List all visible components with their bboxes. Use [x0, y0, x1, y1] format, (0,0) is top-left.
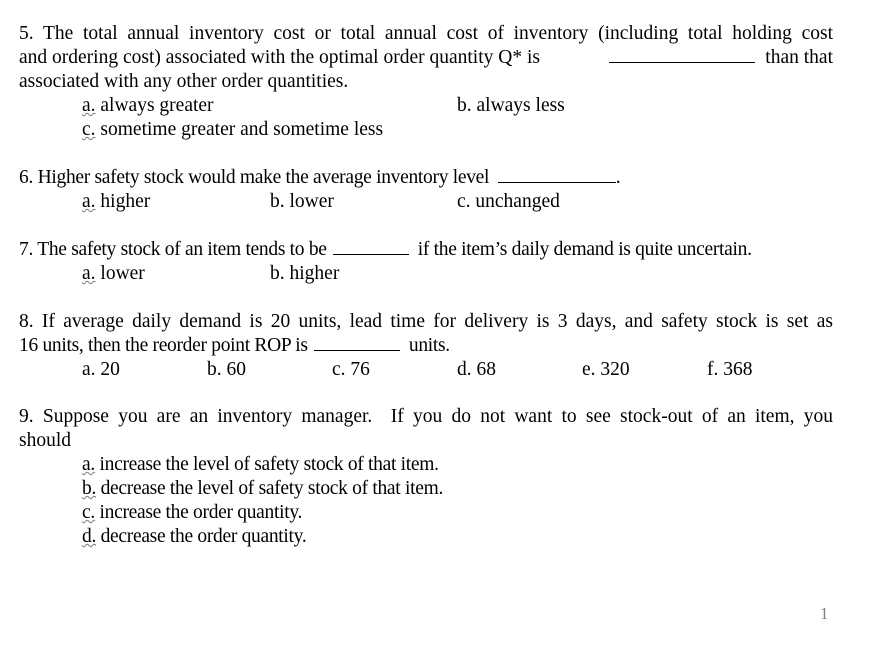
option-text: decrease the order quantity.	[100, 526, 307, 547]
question-5-line-3: associated with any other order quantities.	[19, 71, 349, 92]
option	[82, 525, 306, 549]
option-letter: c.	[457, 191, 471, 212]
answer-blank	[314, 334, 400, 351]
option	[582, 358, 630, 382]
option-letter: b.	[207, 359, 222, 380]
option	[82, 262, 145, 286]
option-letter: c.	[332, 359, 346, 380]
option-text: decrease the level of safety stock of that item.	[100, 478, 444, 499]
option-text: 76	[350, 359, 370, 380]
answer-blank	[609, 46, 755, 63]
option-text: lower	[100, 263, 145, 284]
option-letter: b.	[82, 478, 97, 499]
option	[270, 262, 339, 286]
option-text: always greater	[100, 95, 214, 116]
option	[82, 453, 439, 477]
option-letter: d.	[82, 526, 97, 547]
question-9-line-2: should	[19, 430, 72, 451]
question-7-line-1-tail: if the item’s daily demand is quite uncertain.	[417, 239, 752, 260]
question-7-line-1-text: 7. The safety stock of an item tends to be	[19, 239, 327, 260]
option	[457, 358, 496, 382]
question-8-line-2-tail: units.	[408, 335, 450, 356]
option-text: higher	[289, 263, 340, 284]
option-letter: b.	[270, 191, 285, 212]
question-7-line-1	[19, 238, 833, 262]
option	[457, 94, 565, 118]
option	[82, 477, 443, 501]
option	[82, 501, 302, 525]
question-5-line-2	[19, 46, 833, 70]
option-text: 20	[100, 359, 120, 380]
question-8-line-2	[19, 334, 833, 358]
option-text: unchanged	[475, 191, 560, 212]
question-6-line-1-text: 6. Higher safety stock would make the average inventory level	[19, 167, 490, 188]
option-text: increase the order quantity.	[99, 502, 303, 523]
option	[82, 118, 383, 142]
option-letter: a.	[82, 263, 96, 284]
option-letter: a.	[82, 359, 96, 380]
option-text: 320	[600, 359, 630, 380]
option-text: 60	[226, 359, 246, 380]
option	[82, 190, 150, 214]
option	[82, 358, 120, 382]
option-text: sometime greater and sometime less	[100, 119, 384, 140]
question-6-period: .	[615, 167, 621, 188]
option-letter: a.	[82, 191, 96, 212]
option-text: higher	[100, 191, 151, 212]
option	[207, 358, 246, 382]
option-text: lower	[289, 191, 334, 212]
question-5-line-2-tail: than that	[765, 47, 833, 68]
question-5-line-2-text: and ordering cost) associated with the optimal order quantity Q* is	[19, 47, 540, 68]
option	[82, 94, 214, 118]
option-text: 68	[476, 359, 496, 380]
question-8-line-2-text: 16 units, then the reorder point ROP is	[19, 335, 308, 356]
question-8-line-1: 8. If average daily demand is 20 units, lead time for delivery is 3 days, and safety stock is set as	[19, 311, 833, 332]
option	[457, 190, 560, 214]
option-letter: c.	[82, 119, 96, 140]
option-text: 368	[723, 359, 753, 380]
option-text: increase the level of safety stock of that item.	[99, 454, 439, 475]
option-letter: a.	[82, 95, 96, 116]
option	[707, 358, 753, 382]
option-letter: b.	[457, 95, 472, 116]
option-letter: f.	[707, 359, 719, 380]
option-letter: a.	[82, 454, 95, 475]
answer-blank	[333, 238, 409, 255]
option-letter: d.	[457, 359, 472, 380]
question-5-line-1: 5. The total annual inventory cost or total annual cost of inventory (including total holding cost	[19, 23, 833, 44]
option-letter: b.	[270, 263, 285, 284]
question-6-line-1	[19, 166, 833, 190]
option-text: always less	[476, 95, 565, 116]
answer-blank	[498, 166, 616, 183]
option-letter: c.	[82, 502, 95, 523]
page-number: 1	[820, 604, 829, 623]
option-letter: e.	[582, 359, 596, 380]
option	[332, 358, 370, 382]
question-9-line-1: 9. Suppose you are an inventory manager. If you do not want to see stock-out of an item, you	[19, 406, 833, 427]
option	[270, 190, 334, 214]
